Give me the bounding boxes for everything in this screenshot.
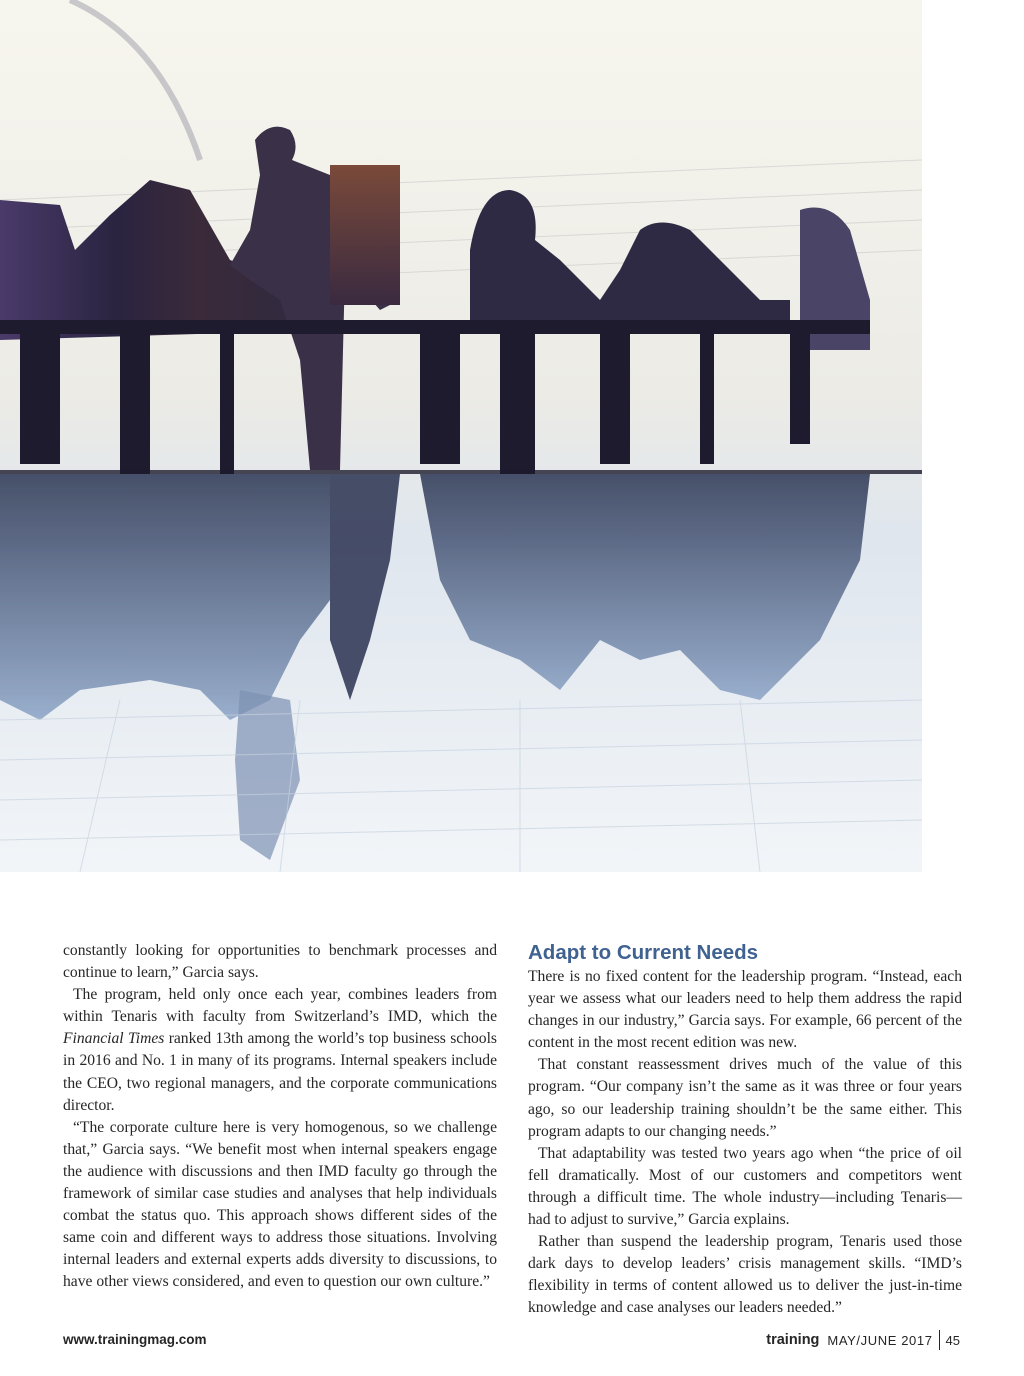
page-number: 45 bbox=[945, 1332, 960, 1348]
left-paragraph-2 bbox=[63, 984, 497, 1117]
footer-issue: MAY/JUNE 2017 bbox=[827, 1332, 933, 1348]
left-column bbox=[63, 940, 497, 1294]
right-paragraph-4: Rather than suspend the leadership program, Tenaris used those dark days to develop leaders’ crisis management skills. “IMD’s flexibility in terms of content allowed us to deliver the just-in-time knowledge and case analyses our leaders needed.” bbox=[528, 1233, 962, 1317]
left-paragraph-2-end: ranked 13th among the world’s top business schools in 2016 and No. 1 in many of its programs. Internal speakers include the CEO, two regional managers, and the corporate communications director. bbox=[63, 1030, 497, 1114]
left-paragraph-1: constantly looking for opportunities to benchmark processes and continue to learn,” Garcia says. bbox=[63, 942, 497, 982]
footer-brand: training bbox=[766, 1332, 820, 1348]
footer-folio bbox=[766, 1330, 960, 1350]
section-heading: Adapt to Current Needs bbox=[528, 941, 759, 964]
publication-name: Financial Times bbox=[63, 1030, 165, 1048]
footer-url: www.trainingmag.com bbox=[63, 1332, 207, 1347]
right-paragraph-1: There is no fixed content for the leadership program. “Instead, each year we assess what our leaders need to help them address the rapid changes in our industry,” Garcia says. For example, 66 percent of the content in the most recent edition was new. bbox=[528, 968, 962, 1052]
left-paragraph-3: “The corporate culture here is very homogenous, so we challenge that,” Garcia says. “We benefit most when internal speakers engage the audience with discussions and then IMD faculty go through the framework of similar case studies and analyses that help individuals combat the status quo. This approach shows different sides of the same coin and different ways to address those situations. Involving internal leaders and external experts adds diversity to discussions, to have other views considered, and even to question our own culture.” bbox=[63, 1118, 497, 1291]
left-paragraph-2-start: The program, held only once each year, combines leaders from within Tenaris with faculty from Switzerland’s IMD, which the bbox=[63, 986, 497, 1026]
right-column bbox=[528, 940, 962, 1320]
right-paragraph-3: That adaptability was tested two years ago when “the price of oil fell dramatically. Most of our customers and competitors went through a difficult time. The whole industry—including Tenaris—had to adjust to survive,” Garcia explains. bbox=[528, 1144, 962, 1229]
right-paragraph-2: That constant reassessment drives much of the value of this program. “Our company isn’t the same as it was three or four years ago, so our leadership training shouldn’t be the same either. This program adapts to our changing needs.” bbox=[528, 1056, 962, 1140]
footer-divider bbox=[939, 1330, 940, 1350]
